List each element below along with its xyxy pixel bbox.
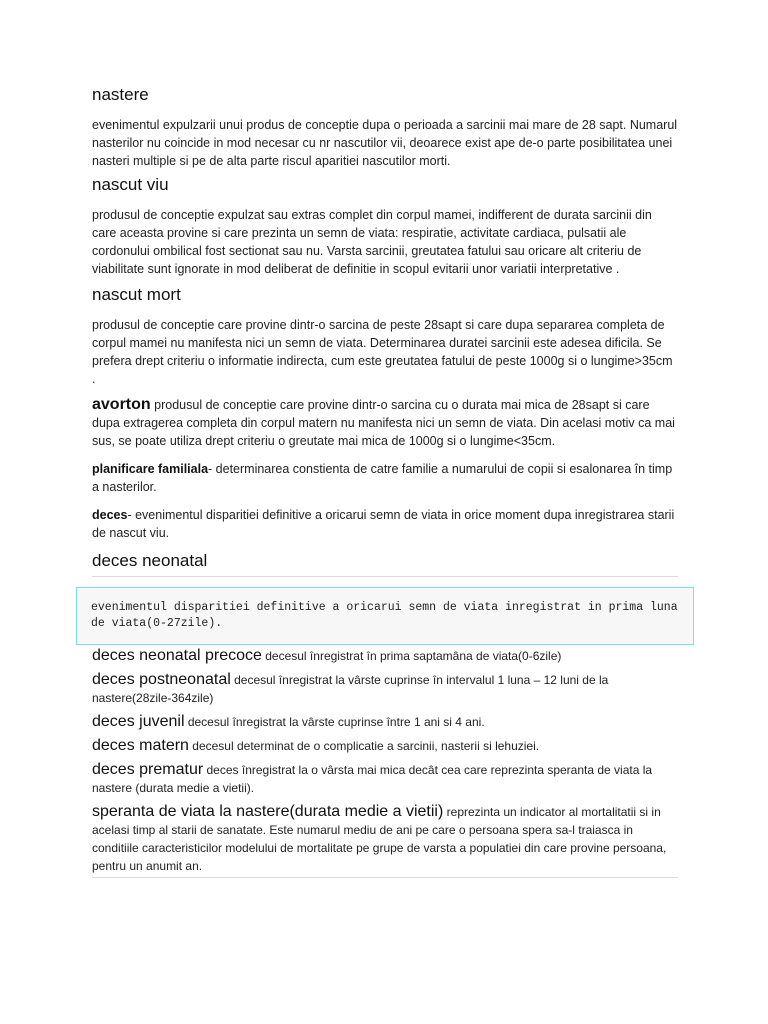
divider: [92, 576, 678, 577]
entry-deces-matern: [92, 737, 678, 755]
definition-planificare: [92, 460, 678, 496]
entry-head: deces postneonatal: [92, 671, 231, 688]
section-nastere: [92, 84, 678, 170]
term-planificare: planificare familiala: [92, 462, 209, 476]
heading-avorton: avorton: [92, 396, 151, 413]
entry-head: speranta de viata la nastere(durata medie a vietii): [92, 803, 444, 820]
entry-text: reprezinta un indicator al mortalitatii si in acelasi timp al starii de sanatate. Este numarul mediu de ani pe care o persoana spera sa-l traiasca in conditiile caracteristicilor modelului de mortalitate pe grupe de varsta a populatiei din care provine persoana, pentru un anumit an.: [92, 805, 667, 873]
entry-text: decesul înregistrat la vârste cuprinse între 1 ani si 4 ani.: [184, 715, 485, 729]
entry-text: decesul determinat de o complicatie a sarcinii, nasterii si lehuziei.: [188, 739, 540, 753]
entry-speranta-de-viata: [92, 803, 678, 875]
entry-deces-neonatal-precoce: [92, 647, 678, 665]
entry-text: decesul înregistrat la vârste cuprinse în intervalul 1 luna – 12 luni de la nastere(28zile-364zile): [92, 673, 609, 705]
section-deces-neonatal: [92, 550, 678, 645]
paragraph-nastere: evenimentul expulzarii unui produs de conceptie dupa o perioada a sarcinii mai mare de 28 sapt. Numarul nasterilor nu coincide in mod necesar cu nr nascutilor vii, deoarece exist ape de-o parte posibilitatea unei nasteri multiple si pe de alta parte riscul aparitiei nascutilor morti.: [92, 118, 678, 168]
heading-nascut-mort: nascut mort: [92, 285, 181, 304]
paragraph-avorton: produsul de conceptie care provine dintr-o sarcina cu o durata mai mica de 28sapt si care dupa extragerea completa din corpul matern nu manifesta nici un semn de viata. Din acelasi motiv ca mai sus, se poate utiliza drept criteriu o greutate mai mica de 1000g si o lungime<35cm.: [92, 398, 675, 448]
entry-deces-juvenil: [92, 713, 678, 731]
heading-nascut-viu: nascut viu: [92, 175, 169, 194]
entry-head: deces juvenil: [92, 713, 185, 730]
paragraph-nascut-viu: produsul de conceptie expulzat sau extras complet din corpul mamei, indifferent de durata sarcinii din care aceasta provine si care prezinta un semn de viata: respiratie, activitate cardiaca, pulsatii ale cordonului ombilical fost sectionat sau nu. Varsta sarcinii, greutatea fatului sau oricare alt criteriu de viabilitate sunt ignorate in mod deliberat de definitie in scopul evitarii unor variatii interpretative .: [92, 208, 652, 276]
text-planificare: - determinarea constienta de catre familie a numarului de copii si esalonarea în timp a nasterilor.: [92, 462, 673, 494]
entry-deces-prematur: [92, 761, 678, 797]
code-block: evenimentul disparitiei definitive a oricarui semn de viata inregistrat in prima luna de viata(0-27zile).: [76, 587, 694, 645]
text-deces: - evenimentul disparitiei definitive a oricarui semn de viata in orice moment dupa inregistrarea starii de nascut viu.: [92, 508, 675, 540]
entry-text: decesul înregistrat în prima saptamâna de viata(0-6zile): [261, 649, 562, 663]
section-avorton: [92, 396, 678, 450]
paragraph-nascut-mort: produsul de conceptie care provine dintr-o sarcina de peste 28sapt si care dupa separarea completa de corpul mamei nu manifesta nici un semn de viata. Determinarea duratei sarcinii este adesea dificila. Se prefera drept criteriu o informatie indirecta, cum este greutatea fatului de peste 1000g si o lungime>35cm .: [92, 318, 673, 386]
entry-head: deces prematur: [92, 761, 204, 778]
divider-bottom: [92, 877, 678, 878]
section-nascut-mort: [92, 284, 678, 388]
definition-deces: [92, 506, 678, 542]
term-deces: deces: [92, 508, 128, 522]
heading-nastere: nastere: [92, 85, 149, 104]
heading-deces-neonatal: deces neonatal: [92, 551, 208, 570]
entry-deces-postneonatal: [92, 671, 678, 707]
entry-head: deces matern: [92, 737, 189, 754]
entry-head: deces neonatal precoce: [92, 647, 262, 664]
section-nascut-viu: [92, 174, 678, 278]
entry-text: deces înregistrat la o vârsta mai mica decât cea care reprezinta speranta de viata la nastere (durata medie a vietii).: [92, 763, 653, 795]
